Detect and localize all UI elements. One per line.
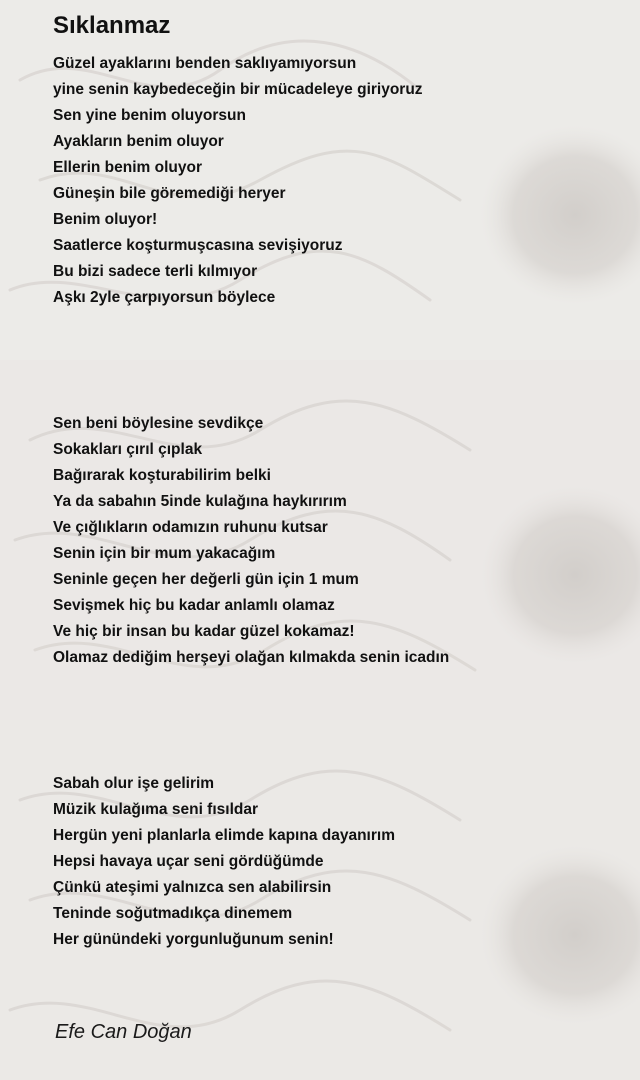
poem-line: Bağırarak koşturabilirim belki (53, 467, 271, 484)
poem-line: Ve hiç bir insan bu kadar güzel kokamaz! (53, 623, 355, 640)
poem-line: Seninle geçen her değerli gün için 1 mum (53, 571, 359, 588)
poem-line: Senin için bir mum yakacağım (53, 545, 276, 562)
poem-line: Güneşin bile göremediği heryer (53, 185, 286, 202)
poem-line: Güzel ayaklarını benden saklıyamıyorsun (53, 55, 357, 72)
poem-line: Teninde soğutmadıkça dinemem (53, 905, 293, 922)
poem-title: Sıklanmaz (53, 12, 171, 39)
poem-line: Sokakları çırıl çıplak (53, 441, 203, 458)
poem-stanza-2 (53, 411, 449, 671)
poem-line: Ellerin benim oluyor (53, 159, 202, 176)
poem-line: Ayakların benim oluyor (53, 133, 224, 150)
poem-line: Sen yine benim oluyorsun (53, 107, 246, 124)
poem-line: Her günündeki yorgunluğunum senin! (53, 931, 334, 948)
poem-line: Çünkü ateşimi yalnızca sen alabilirsin (53, 879, 332, 896)
poem-stanza-3 (53, 771, 395, 953)
poem-line: Saatlerce koşturmuşcasına sevişiyoruz (53, 237, 343, 254)
poem-line: Sen beni böylesine sevdikçe (53, 415, 264, 432)
poem-line: Bu bizi sadece terli kılmıyor (53, 263, 258, 280)
poem-line: Olamaz dediğim herşeyi olağan kılmakda senin icadın (53, 649, 450, 666)
poem-line: Ya da sabahın 5inde kulağına haykırırım (53, 493, 347, 510)
poem-line: Hergün yeni planlarla elimde kapına dayanırım (53, 827, 395, 844)
poem-line: Sabah olur işe gelirim (53, 775, 215, 792)
poem-line: Ve çığlıkların odamızın ruhunu kutsar (53, 519, 328, 536)
poem-line: Müzik kulağıma seni fısıldar (53, 801, 259, 818)
poem-line: Sevişmek hiç bu kadar anlamlı olamaz (53, 597, 335, 614)
poem-stanza-1 (53, 51, 423, 311)
poem-line: Benim oluyor! (53, 211, 158, 228)
poem-line: Hepsi havaya uçar seni gördüğümde (53, 853, 324, 870)
poem-line: yine senin kaybedeceğin bir mücadeleye giriyoruz (53, 81, 423, 98)
poem-line: Aşkı 2yle çarpıyorsun böylece (53, 289, 276, 306)
poem-author: Efe Can Doğan (55, 1021, 192, 1043)
